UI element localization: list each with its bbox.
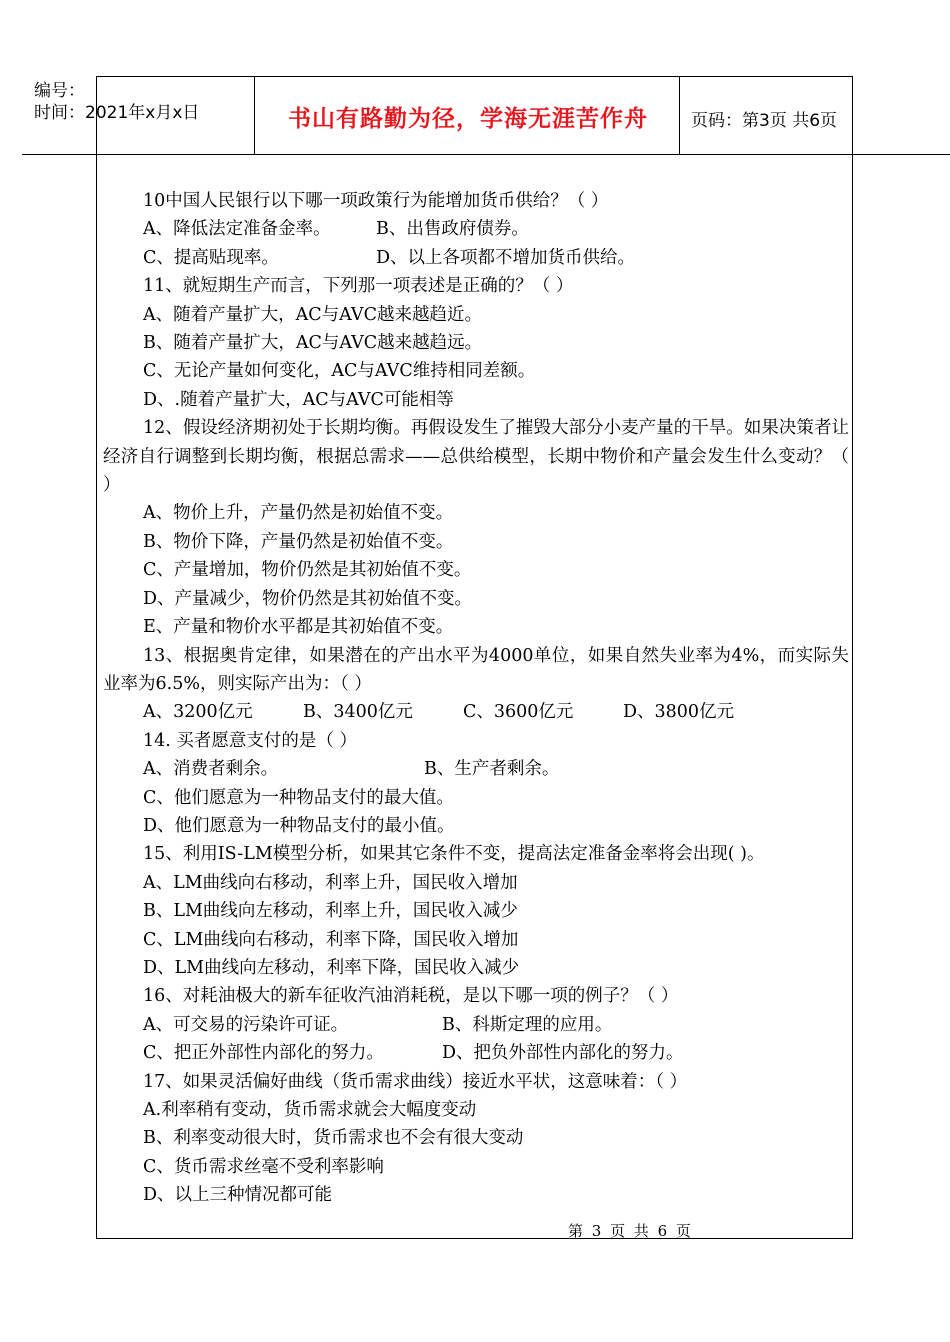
option: A、消费者剩余。	[143, 759, 279, 780]
option: C、无论产量如何变化，AC与AVC维持相同差额。	[143, 361, 536, 382]
option: A.利率稍有变动，货币需求就会大幅度变动	[143, 1100, 477, 1120]
option: C、产量增加，物价仍然是其初始值不变。	[143, 560, 472, 581]
option: B、利率变动很大时，货币需求也不会有很大变动	[143, 1128, 524, 1149]
option: C、3600亿元	[463, 702, 574, 723]
option: B、物价下降，产量仍然是初始值不变。	[143, 531, 454, 552]
option: A、可交易的污染许可证。	[143, 1014, 349, 1035]
question-list	[103, 187, 849, 1210]
question-16-options-ab	[103, 1011, 849, 1039]
code-label: 编号：	[34, 81, 85, 101]
question-17: 17、如果灵活偏好曲线（货币需求曲线）接近水平状，这意味着：（ ）	[143, 1071, 688, 1092]
option: C、货币需求丝毫不受利率影响	[143, 1156, 384, 1177]
option: D、把负外部性内部化的努力。	[442, 1043, 684, 1064]
question-10-options-cd	[103, 244, 849, 272]
question-15: 15、利用IS-LM模型分析，如果其它条件不变，提高法定准备金率将会出现( )。	[143, 844, 765, 865]
option: B、3400亿元	[303, 702, 413, 723]
option: D、他们愿意为一种物品支付的最小值。	[143, 815, 455, 836]
option: B、生产者剩余。	[424, 759, 560, 780]
option: A、随着产量扩大，AC与AVC越来越趋近。	[143, 304, 482, 325]
question-10-options-ab	[103, 215, 849, 243]
option: B、LM曲线向左移动，利率上升，国民收入减少	[143, 901, 518, 922]
option: B、随着产量扩大，AC与AVC越来越趋远。	[143, 333, 483, 354]
option: D、以上三种情况都可能	[143, 1185, 333, 1206]
question-14: 14. 买者愿意支付的是（ ）	[143, 730, 357, 751]
option: A、LM曲线向右移动，利率上升，国民收入增加	[143, 872, 518, 893]
option: E、产量和物价水平都是其初始值不变。	[143, 617, 454, 638]
option: D、LM曲线向左移动，利率下降，国民收入减少	[143, 957, 520, 978]
question-14-options-ab	[103, 755, 849, 783]
question-12: 12、假设经济期初处于长期均衡。再假设发生了摧毁大部分小麦产量的干旱。如果决策者让经济自行调整到长期均衡，根据总需求——总供给模型，长期中物价和产量会发生什么变动？（ ）	[103, 418, 849, 496]
option: D、3800亿元	[623, 702, 735, 723]
header-divider	[22, 154, 950, 155]
question-13-options	[103, 698, 849, 726]
question-16-options-cd	[103, 1039, 849, 1067]
option: C、他们愿意为一种物品支付的最大值。	[143, 787, 454, 808]
option: A、降低法定准备金率。	[143, 219, 331, 240]
header-page-label: 页码：第3页 共6页	[691, 111, 838, 131]
header-motto: 书山有路勤为径，学海无涯苦作舟	[288, 106, 648, 132]
header-column-divider	[254, 76, 255, 154]
option: A、物价上升，产量仍然是初始值不变。	[143, 503, 454, 524]
question-13: 13、根据奥肯定律，如果潜在的产出水平为4000单位，如果自然失业率为4%，而实际失业率为6.5%，则实际产出为：（ ）	[103, 645, 849, 694]
option: D、.随着产量扩大，AC与AVC可能相等	[143, 389, 454, 410]
option: B、科斯定理的应用。	[442, 1014, 613, 1035]
option: C、提高贴现率。	[143, 247, 279, 268]
option: D、产量减少，物价仍然是其初始值不变。	[143, 588, 473, 609]
option: A、3200亿元	[143, 702, 253, 723]
time-label: 时间：2021年x月x日	[34, 103, 200, 123]
option: C、LM曲线向右移动，利率下降，国民收入增加	[143, 929, 519, 950]
option: B、出售政府债券。	[376, 219, 529, 240]
question-10: 10中国人民银行以下哪一项政策行为能增加货币供给？（ ）	[143, 191, 609, 211]
question-16: 16、对耗油极大的新车征收汽油消耗税，是以下哪一项的例子？（ ）	[143, 986, 679, 1007]
question-11: 11、就短期生产而言，下列那一项表述是正确的？（ ）	[143, 276, 574, 297]
option: C、把正外部性内部化的努力。	[143, 1043, 384, 1064]
header-meta	[34, 80, 199, 124]
page-footer: 第 3 页 共 6 页	[568, 1222, 693, 1240]
option: D、以上各项都不增加货币供给。	[376, 247, 636, 268]
